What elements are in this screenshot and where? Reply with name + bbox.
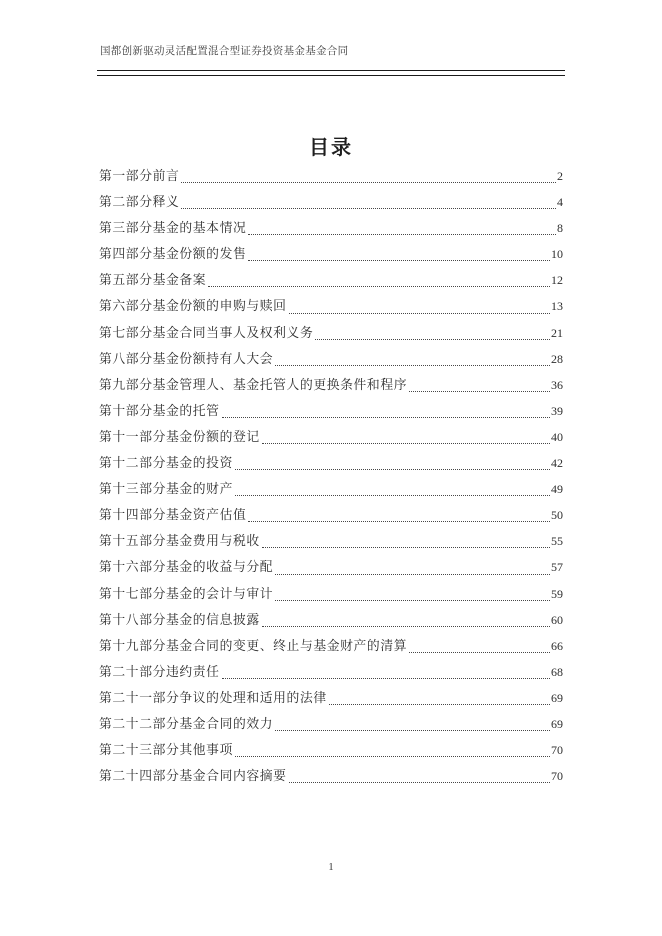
toc-entry-label: 第十部分基金的托管 — [99, 403, 220, 418]
toc-entry[interactable] — [99, 293, 563, 319]
toc-entry[interactable] — [99, 189, 563, 215]
toc-entry[interactable] — [99, 450, 563, 476]
toc-dot-leader — [275, 600, 550, 601]
toc-entry-page: 57 — [551, 560, 563, 575]
toc-entry[interactable] — [99, 659, 563, 685]
toc-dot-leader — [315, 339, 550, 340]
toc-entry[interactable] — [99, 763, 563, 789]
toc-entry-page: 66 — [551, 638, 563, 653]
toc-entry-page: 36 — [551, 377, 563, 392]
toc-dot-leader — [208, 286, 550, 287]
toc-entry-page: 12 — [551, 273, 563, 288]
toc-dot-leader — [262, 626, 550, 627]
toc-entry-page: 40 — [551, 429, 563, 444]
toc-entry-label: 第二部分释义 — [99, 195, 180, 210]
toc-entry-label: 第十一部分基金份额的登记 — [99, 429, 260, 444]
toc-dot-leader — [262, 547, 550, 548]
toc-entry[interactable] — [99, 528, 563, 554]
toc-dot-leader — [289, 782, 550, 783]
toc-entry[interactable] — [99, 607, 563, 633]
toc-entry-page: 55 — [551, 534, 563, 549]
toc-dot-leader — [275, 365, 550, 366]
toc-entry-label: 第二十部分违约责任 — [99, 664, 220, 679]
document-header-title: 国都创新驱动灵活配置混合型证券投资基金基金合同 — [100, 46, 349, 57]
toc-entry[interactable] — [99, 241, 563, 267]
toc-entry-label: 第二十二部分基金合同的效力 — [99, 716, 274, 731]
toc-dot-leader — [289, 313, 550, 314]
toc-dot-leader — [248, 234, 556, 235]
toc-entry[interactable] — [99, 267, 563, 293]
toc-entry-label: 第十六部分基金的收益与分配 — [99, 560, 274, 575]
footer-page-number: 1 — [328, 862, 334, 873]
toc-entry-page: 10 — [551, 247, 563, 262]
toc-entry[interactable] — [99, 581, 563, 607]
toc-entry-label: 第二十四部分基金合同内容摘要 — [99, 769, 287, 784]
toc-dot-leader — [222, 417, 550, 418]
toc-entry[interactable] — [99, 163, 563, 189]
toc-dot-leader — [181, 182, 556, 183]
toc-entry[interactable] — [99, 372, 563, 398]
toc-entry-page: 50 — [551, 508, 563, 523]
toc-entry[interactable] — [99, 398, 563, 424]
toc-entry-page: 69 — [551, 690, 563, 705]
toc-entry-label: 第七部分基金合同当事人及权利义务 — [99, 325, 314, 340]
toc-entry-page: 8 — [557, 221, 563, 236]
toc-entry-label: 第八部分基金份额持有人大会 — [99, 351, 274, 366]
toc-entry[interactable] — [99, 633, 563, 659]
toc-dot-leader — [275, 730, 550, 731]
toc-entry-label: 第十九部分基金合同的变更、终止与基金财产的清算 — [99, 638, 408, 653]
toc-entry-page: 39 — [551, 403, 563, 418]
toc-dot-leader — [409, 652, 550, 653]
toc-entry[interactable] — [99, 346, 563, 372]
toc-dot-leader — [248, 521, 550, 522]
toc-entry-page: 69 — [551, 716, 563, 731]
toc-entry-page: 42 — [551, 456, 563, 471]
toc-dot-leader — [235, 495, 550, 496]
toc-entry-label: 第六部分基金份额的申购与赎回 — [99, 299, 287, 314]
toc-entry-label: 第四部分基金份额的发售 — [99, 247, 247, 262]
toc-entry-label: 第五部分基金备案 — [99, 273, 207, 288]
toc-entry-page: 68 — [551, 664, 563, 679]
toc-title: 目录 — [309, 137, 353, 159]
toc-entry[interactable] — [99, 320, 563, 346]
toc-entry-page: 70 — [551, 769, 563, 784]
toc-entry-page: 70 — [551, 743, 563, 758]
toc-dot-leader — [181, 208, 556, 209]
toc-entry-page: 28 — [551, 351, 563, 366]
toc-entry[interactable] — [99, 685, 563, 711]
toc-dot-leader — [248, 260, 550, 261]
toc-entry-page: 49 — [551, 482, 563, 497]
toc-dot-leader — [262, 443, 550, 444]
toc-entry-label: 第一部分前言 — [99, 169, 180, 183]
toc-dot-leader — [329, 704, 550, 705]
toc-entry-page: 21 — [551, 325, 563, 340]
toc-entry[interactable] — [99, 711, 563, 737]
toc-entry[interactable] — [99, 215, 563, 241]
toc-entry[interactable] — [99, 502, 563, 528]
toc-entry-page: 59 — [551, 586, 563, 601]
toc-dot-leader — [235, 469, 550, 470]
toc-entry[interactable] — [99, 424, 563, 450]
toc-entry[interactable] — [99, 737, 563, 763]
header-double-rule — [97, 70, 565, 76]
toc-dot-leader — [409, 391, 550, 392]
toc-dot-leader — [275, 574, 550, 575]
toc-entry[interactable] — [99, 554, 563, 580]
toc-entry-page: 2 — [557, 169, 563, 183]
toc-entry-label: 第二十三部分其他事项 — [99, 743, 233, 758]
toc-entry-page: 13 — [551, 299, 563, 314]
toc-entry-label: 第十七部分基金的会计与审计 — [99, 586, 274, 601]
toc-entry-label: 第十八部分基金的信息披露 — [99, 612, 260, 627]
toc-entry[interactable] — [99, 476, 563, 502]
toc-entry-label: 第十五部分基金费用与税收 — [99, 534, 260, 549]
toc-entry-page: 4 — [557, 195, 563, 210]
toc-entry-label: 第十二部分基金的投资 — [99, 456, 233, 471]
toc-entry-page: 60 — [551, 612, 563, 627]
toc-entry-label: 第十四部分基金资产估值 — [99, 508, 247, 523]
toc-dot-leader — [235, 756, 550, 757]
toc-entry-label: 第三部分基金的基本情况 — [99, 221, 247, 236]
toc-entry-label: 第十三部分基金的财产 — [99, 482, 233, 497]
toc-entry-label: 第九部分基金管理人、基金托管人的更换条件和程序 — [99, 377, 408, 392]
toc-entry-label: 第二十一部分争议的处理和适用的法律 — [99, 690, 327, 705]
toc-list — [99, 163, 563, 789]
toc-dot-leader — [222, 678, 550, 679]
